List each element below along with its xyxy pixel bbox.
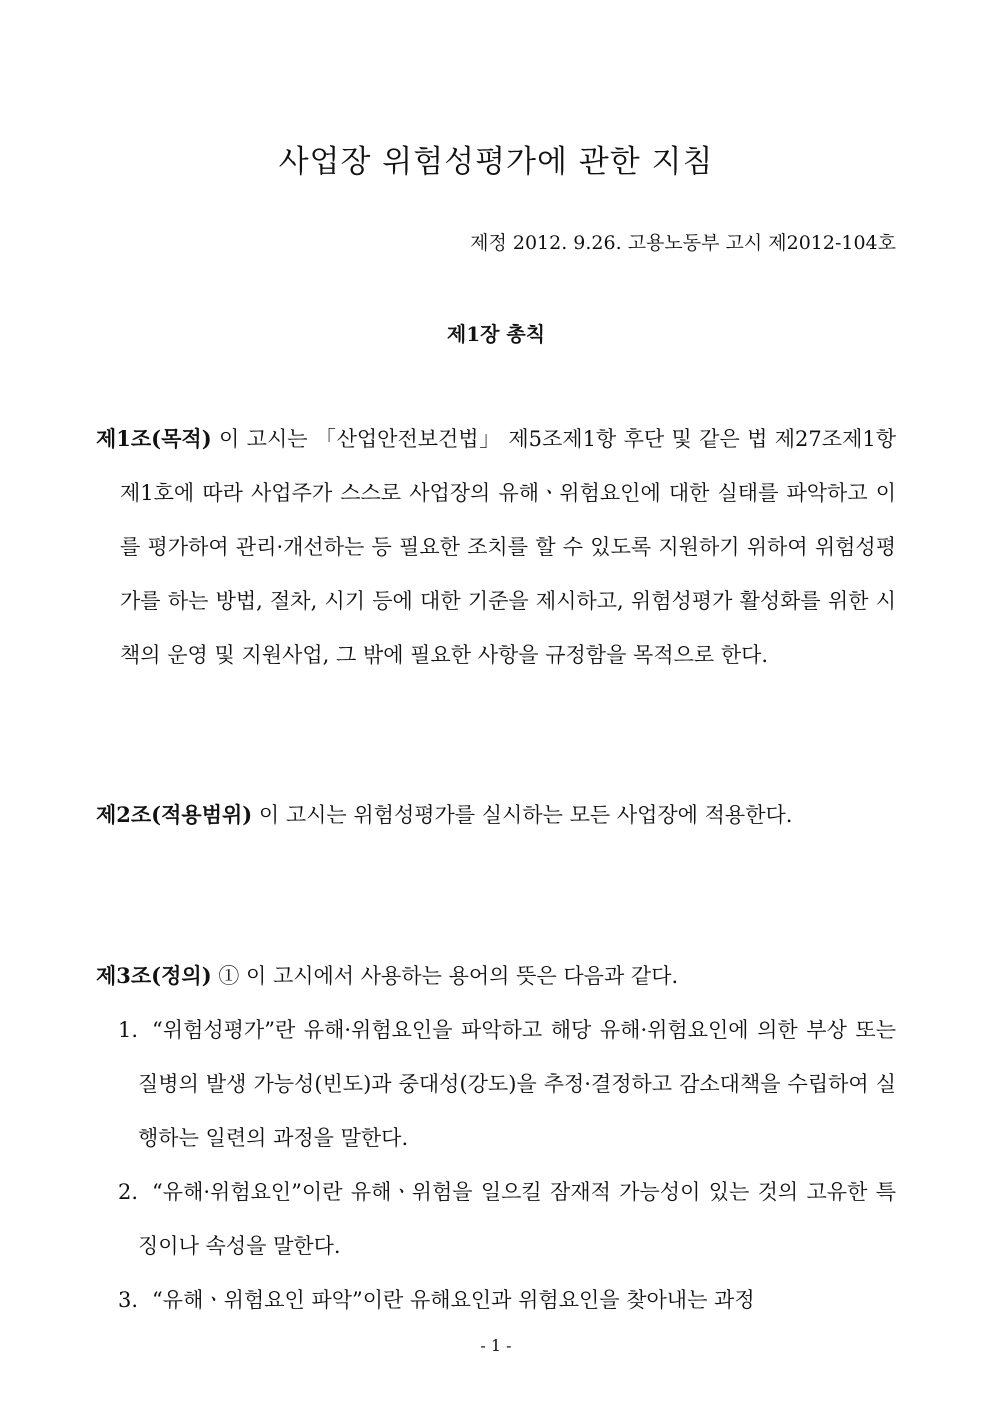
item-text: “유해ㆍ위험요인 파악”이란 유해요인과 위험요인을 찾아내는 과정 <box>152 1288 755 1312</box>
page-number: - 1 - <box>480 1336 512 1355</box>
item-number: 2. <box>118 1180 139 1204</box>
article-1 <box>96 412 896 682</box>
item-number: 1. <box>118 1018 139 1042</box>
article-1-text: 이 고시는 「산업안전보건법」 제5조제1항 후단 및 같은 법 제27조제1항제1호에 따라 사업주가 스스로 사업장의 유해ㆍ위험요인에 대한 실태를 파악하고 이를 평가하여 관리·개선하는 등 필요한 조치를 할 수 있도록 지원하기 위하여 위험성평가를 하는 방법, 절차, 시기 등에 대한 기준을 제시하고, 위험성평가 활성화를 위한 시책의 운영 및 지원사업, 그 밖에 필요한 사항을 규정함을 목적으로 한다. <box>120 427 896 667</box>
definition-item-2 <box>118 1165 896 1273</box>
article-3-text: ① 이 고시에서 사용하는 용어의 뜻은 다음과 같다. <box>211 964 679 988</box>
article-2-heading: 제2조(적용범위) <box>96 802 253 827</box>
item-text: “유해·위험요인”이란 유해ㆍ위험을 일으킬 잠재적 가능성이 있는 것의 고유한 특징이나 속성을 말한다. <box>138 1180 896 1258</box>
document-title: 사업장 위험성평가에 관한 지침 <box>278 144 714 180</box>
definition-item-3 <box>118 1273 896 1327</box>
article-3 <box>96 949 896 1003</box>
article-2-text: 이 고시는 위험성평가를 실시하는 모든 사업장에 적용한다. <box>252 803 793 827</box>
item-text: “위험성평가”란 유해·위험요인을 파악하고 해당 유해·위험요인에 의한 부상 또는 질병의 발생 가능성(빈도)과 중대성(강도)을 추정·결정하고 감소대책을 수립하여 실행하는 일련의 과정을 말한다. <box>138 1018 896 1150</box>
item-number: 3. <box>118 1288 139 1312</box>
article-1-heading: 제1조(목적) <box>96 426 212 451</box>
chapter-heading: 제1장 총칙 <box>446 322 546 346</box>
article-2 <box>96 788 896 842</box>
definition-item-1 <box>118 1003 896 1165</box>
article-3-heading: 제3조(정의) <box>96 963 212 988</box>
enactment-info: 제정 2012. 9.26. 고용노동부 고시 제2012-104호 <box>470 232 896 254</box>
